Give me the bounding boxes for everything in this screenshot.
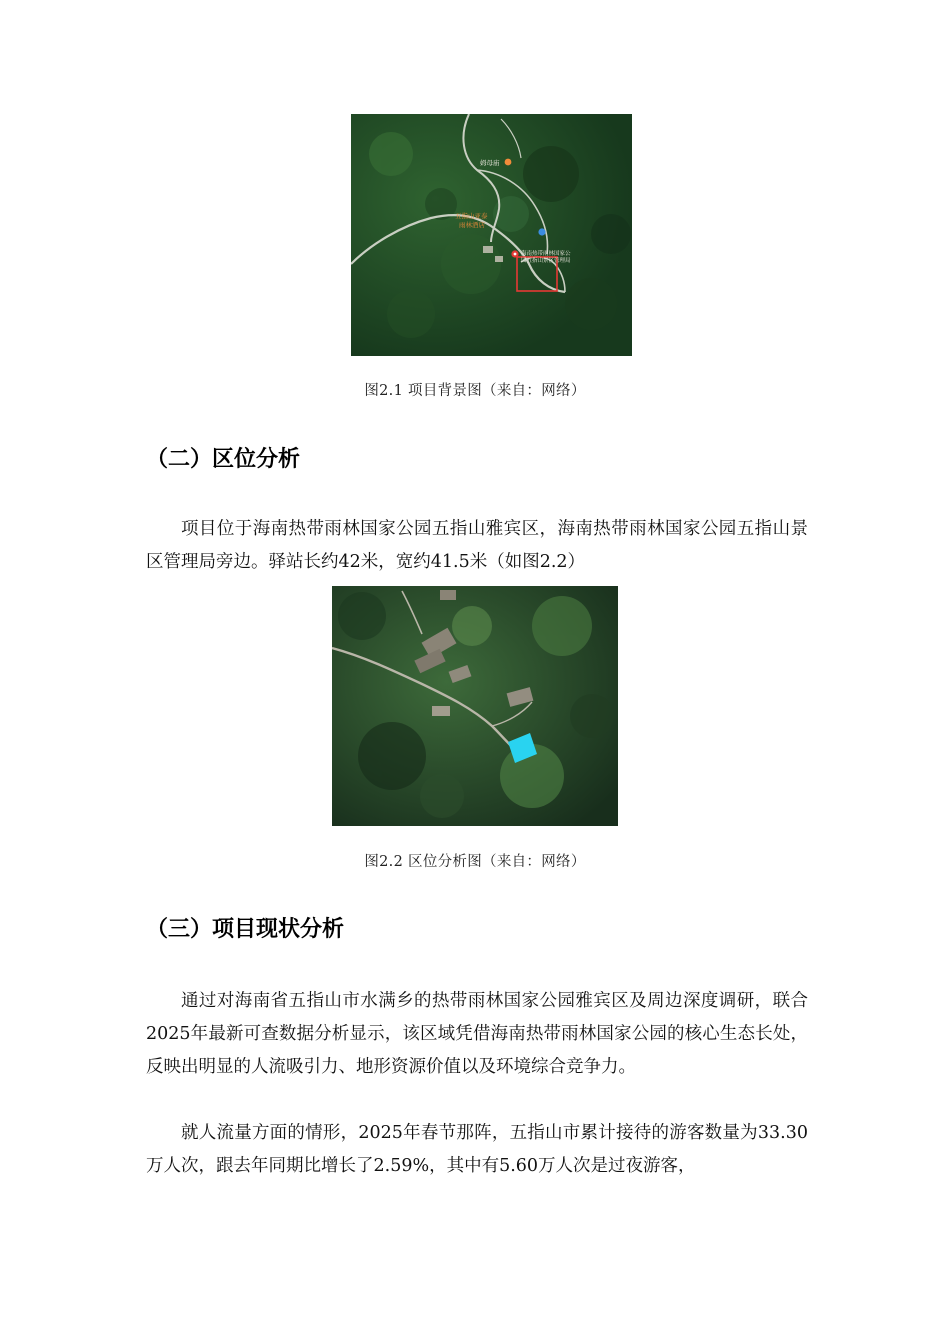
figure-caption: 图2.2 区位分析图（来自：网络） xyxy=(364,854,586,870)
paragraph: 通过对海南省五指山市水满乡的热带雨林国家公园雅宾区及周边深度调研，联合2025年最新可查数据分析显示，该区域凭借海南热带雨林国家公园的核心生态长处，反映出明显的人流吸引力、地形资源价值以及环境综合竞争力。 xyxy=(146,991,808,1077)
map-label-admin-1: 海南热带雨林国家公 xyxy=(521,251,571,257)
map-label-admin-2: 园五指山景区管理局 xyxy=(521,258,571,264)
section-heading: （三）项目现状分析 xyxy=(146,917,345,942)
figure-caption: 图2.1 项目背景图（来自：网络） xyxy=(364,383,586,399)
map-label-hotel-1: 五指山亚泰 xyxy=(455,212,488,220)
paragraph: 就人流量方面的情形，2025年春节那阵，五指山市累计接待的游客数量为33.30万人次，跟去年同期比增长了2.59%，其中有5.60万人次是过夜游客， xyxy=(146,1123,808,1176)
map-label-poi: 姆母庙 xyxy=(480,159,500,167)
map-label-hotel-2: 雨林酒店 xyxy=(459,221,485,229)
location-analysis-map xyxy=(332,586,618,826)
project-background-map xyxy=(351,114,632,356)
paragraph: 项目位于海南热带雨林国家公园五指山雅宾区，海南热带雨林国家公园五指山景区管理局旁边。驿站长约42米，宽约41.5米（如图2.2） xyxy=(146,519,808,572)
section-heading: （二）区位分析 xyxy=(146,447,301,472)
